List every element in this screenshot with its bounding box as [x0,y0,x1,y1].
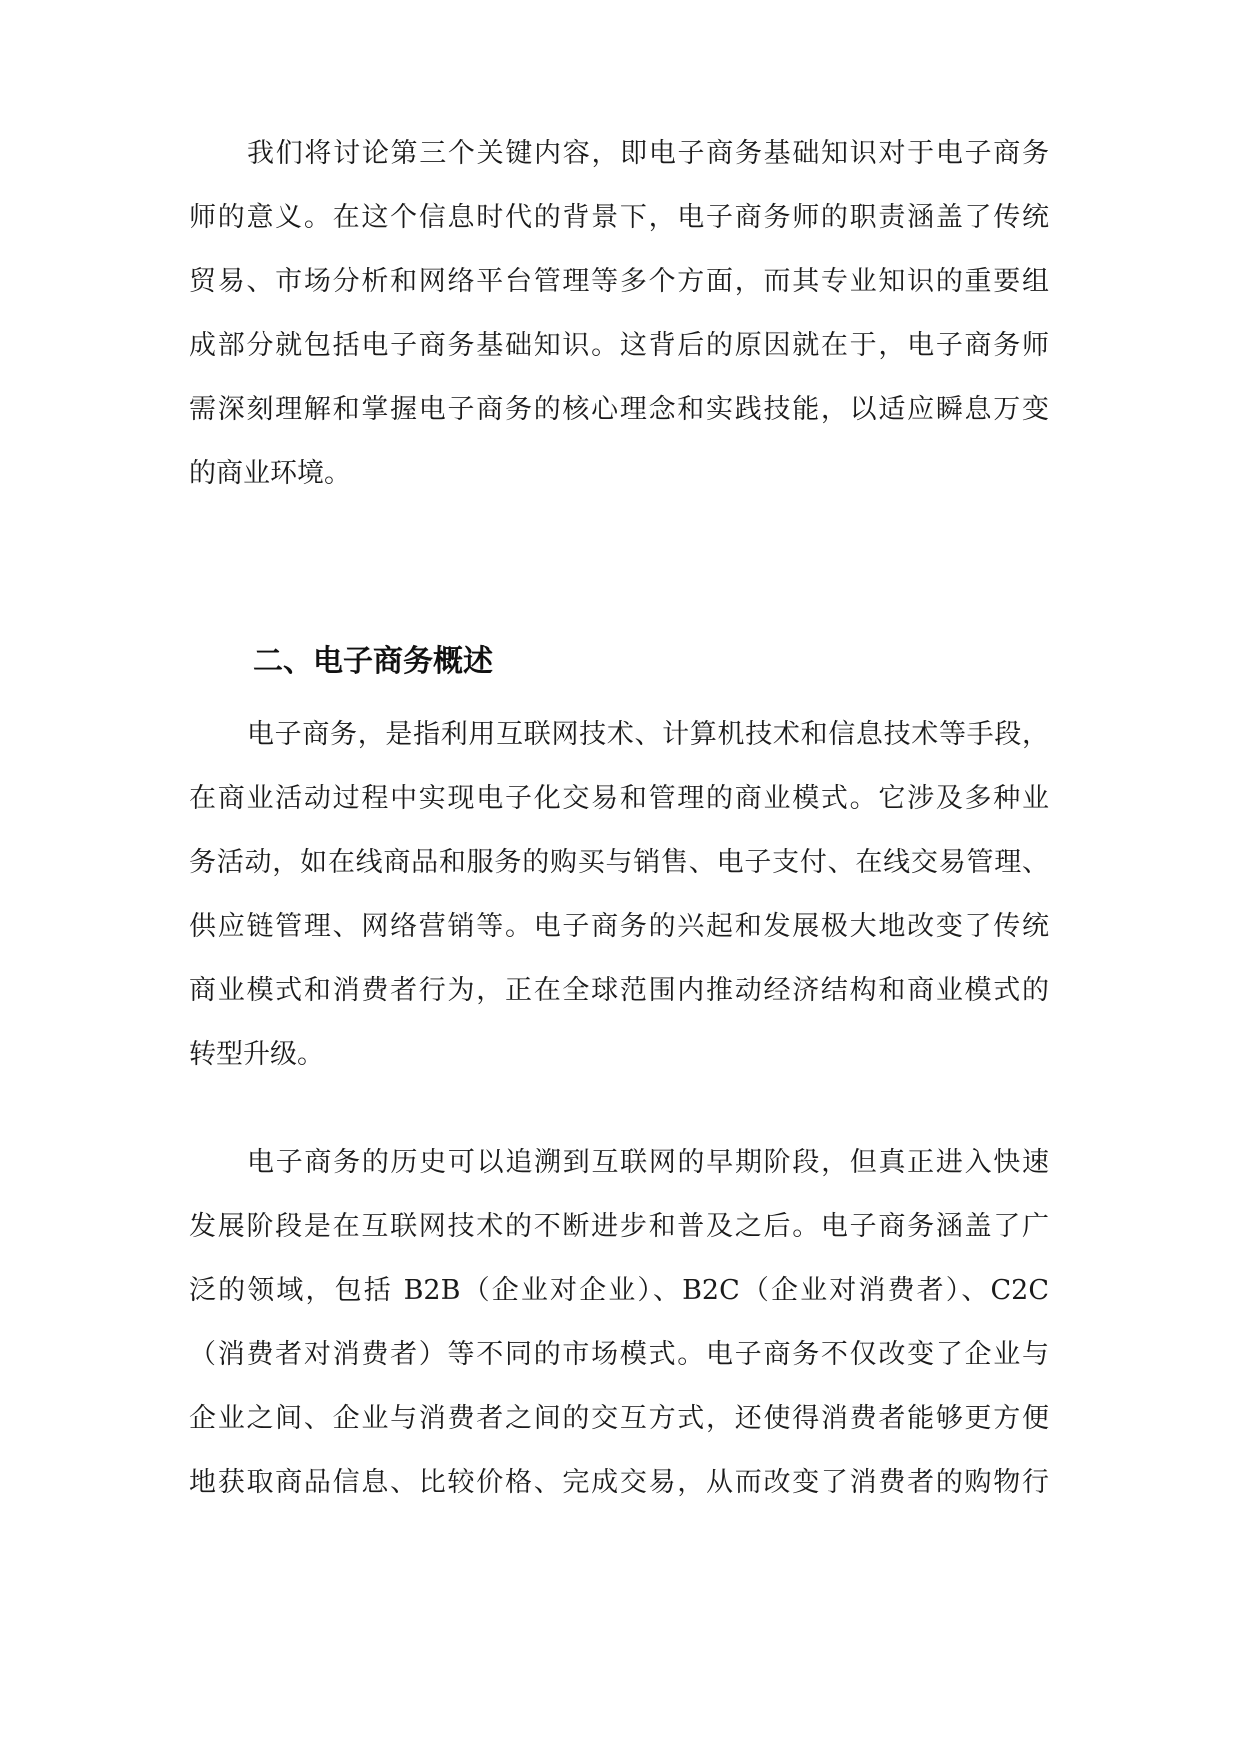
text-line: 企业之间、企业与消费者之间的交互方式，还使得消费者能够更方便 [189,1403,1049,1434]
text-line: 务活动，如在线商品和服务的购买与销售、电子支付、在线交易管理、 [189,847,1049,878]
paragraph-history [189,1131,1049,1515]
text-line: 贸易、市场分析和网络平台管理等多个方面，而其专业知识的重要组 [189,266,1049,297]
text-line: 成部分就包括电子商务基础知识。这背后的原因就在于，电子商务师 [189,330,1049,361]
text-line: 发展阶段是在互联网技术的不断进步和普及之后。电子商务涵盖了广 [189,1211,1049,1242]
paragraph-intro [189,122,1049,506]
text-line: 泛的领域，包括 B2B（企业对企业）、B2C（企业对消费者）、C2C [189,1275,1049,1306]
text-line: 在商业活动过程中实现电子化交易和管理的商业模式。它涉及多种业 [189,783,1049,814]
section-heading: 二、电子商务概述 [253,644,493,679]
text-line: 地获取商品信息、比较价格、完成交易，从而改变了消费者的购物行 [189,1467,1049,1498]
text-line: 供应链管理、网络营销等。电子商务的兴起和发展极大地改变了传统 [189,911,1049,942]
text-line: 电子商务的历史可以追溯到互联网的早期阶段，但真正进入快速 [247,1147,1049,1178]
text-line: 电子商务，是指利用互联网技术、计算机技术和信息技术等手段， [247,719,1049,750]
text-line: 我们将讨论第三个关键内容，即电子商务基础知识对于电子商务 [247,138,1049,169]
text-line: 商业模式和消费者行为，正在全球范围内推动经济结构和商业模式的 [189,975,1049,1006]
paragraph-overview [189,703,1049,1087]
text-line: 的商业环境。 [189,458,351,489]
text-line: （消费者对消费者）等不同的市场模式。电子商务不仅改变了企业与 [189,1339,1049,1370]
text-line: 转型升级。 [189,1039,324,1070]
text-line: 需深刻理解和掌握电子商务的核心理念和实践技能，以适应瞬息万变 [189,394,1049,425]
text-line: 师的意义。在这个信息时代的背景下，电子商务师的职责涵盖了传统 [189,202,1049,233]
